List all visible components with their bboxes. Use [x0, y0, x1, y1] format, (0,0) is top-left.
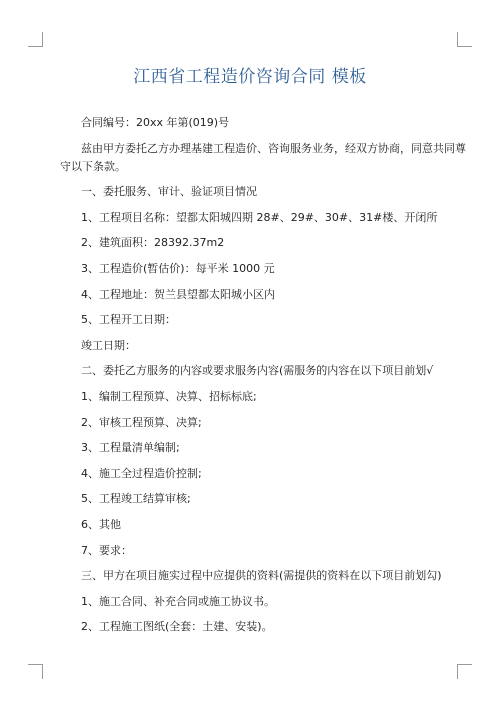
paragraph-line: 6、其他 [81, 517, 121, 531]
paragraph-line: 2、建筑面积：28392.37m2 [81, 236, 225, 250]
paragraph-line: 2、工程施工图纸(全套：土建、安装)。 [81, 620, 273, 634]
paragraph-line: 5、工程竣工结算审核; [81, 492, 191, 506]
paragraph-line: 1、编制工程预算、决算、招标标底; [81, 389, 257, 403]
paragraph-line: 一、委托服务、审计、验证项目情况 [81, 185, 257, 199]
crop-mark-bottom-right [457, 664, 472, 679]
document-title: 江西省工程造价咨询合同 模板 [133, 67, 367, 87]
paragraph-line: 3、工程量清单编制; [81, 441, 180, 455]
paragraph-line: 4、工程地址：贺兰县望都太阳城小区内 [81, 287, 275, 301]
paragraph-line: 守以下条款。 [60, 159, 126, 173]
document-body [60, 114, 466, 644]
paragraph-line: 2、审核工程预算、决算; [81, 415, 202, 429]
paragraph-line: 二、委托乙方服务的内容或要求服务内容(需服务的内容在以下项目前划√ [81, 364, 434, 378]
crop-mark-top-right [457, 32, 472, 47]
crop-mark-top-left [28, 32, 43, 47]
crop-mark-bottom-left [28, 664, 43, 679]
paragraph-line: 7、要求： [81, 543, 132, 557]
paragraph-line: 兹由甲方委托乙方办理基建工程造价、咨询服务业务，经双方协商，同意共同尊 [81, 141, 466, 155]
paragraph-line: 3、工程造价(暂估价)：每平米 1000 元 [81, 261, 275, 275]
paragraph-line: 1、施工合同、补充合同或施工协议书。 [81, 594, 275, 608]
paragraph-line: 1、工程项目名称：望都太阳城四期 28#、29#、30#、31#楼、开闭所 [81, 210, 438, 224]
paragraph-line: 5、工程开工日期： [81, 313, 176, 327]
paragraph-line: 合同编号：20xx 年第(019)号 [81, 116, 230, 129]
paragraph-line: 竣工日期： [81, 338, 136, 352]
paragraph-line: 4、施工全过程造价控制; [81, 466, 202, 480]
paragraph-line: 三、甲方在项目施实过程中应提供的资料(需提供的资料在以下项目前划勾) [81, 569, 442, 583]
